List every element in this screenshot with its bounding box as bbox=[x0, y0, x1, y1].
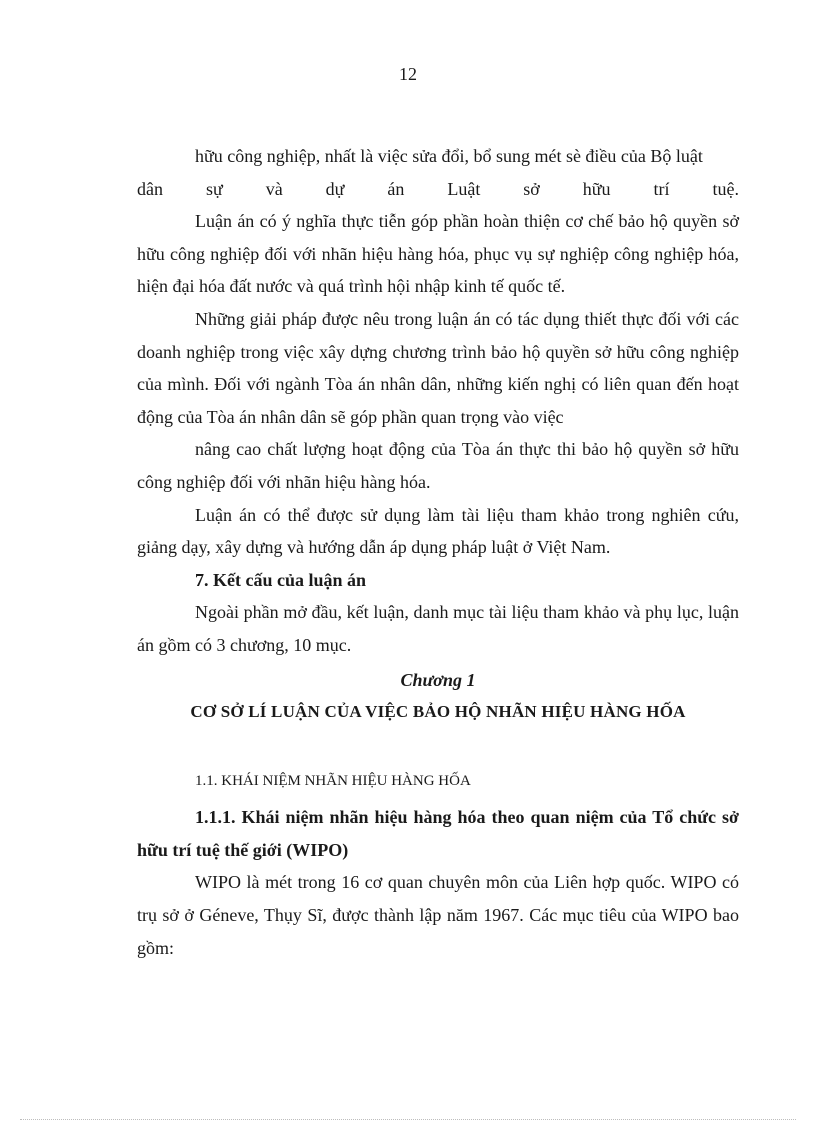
paragraph-solutions: Những giải pháp được nêu trong luận án có tác dụng thiết thực đối với các doanh nghiệp trong việc xây dựng chương trình bảo hộ quyền sở hữu công nghiệp của mình. Đối với ngành Tòa án nhân dân, những kiến nghị có liên quan đến hoạt động của Tòa án nhân dân sẽ góp phần quan trọng vào việc bbox=[137, 308, 739, 427]
paragraph-court-activity: nâng cao chất lượng hoạt động của Tòa án thực thi bảo hộ quyền sở hữu công nghiệp đối với nhãn hiệu hàng hóa. bbox=[137, 439, 739, 492]
chapter-label: Chương 1 bbox=[400, 669, 476, 690]
paragraph-wipo: WIPO là mét trong 16 cơ quan chuyên môn của Liên hợp quốc. WIPO có trụ sở ở Géneve, Thụy Sĩ, được thành lập năm 1967. Các mục tiêu của WIPO bao gồm: bbox=[137, 872, 739, 958]
page-bottom-divider bbox=[20, 1119, 796, 1120]
paragraph-significance: Luận án có ý nghĩa thực tiễn góp phần hoàn thiện cơ chế bảo hộ quyền sở hữu công nghiệp đối với nhãn hiệu hàng hóa, phục vụ sự nghiệp công nghiệp hóa, hiện đại hóa đất nước và quá trình hội nhập kinh tế quốc tế. bbox=[137, 211, 739, 297]
paragraph-line: hữu công nghiệp, nhất là việc sửa đổi, bổ sung mét sè điều của Bộ luật bbox=[195, 146, 703, 166]
chapter-title: CƠ SỞ LÍ LUẬN CỦA VIỆC BẢO HỘ NHÃN HIỆU HÀNG HỐA bbox=[190, 702, 686, 722]
subsection-heading: 1.1.1. Khái niệm nhãn hiệu hàng hóa theo quan niệm của Tổ chức sở hữu trí tuệ thế giới (WIPO) bbox=[137, 807, 739, 860]
page-number: 12 bbox=[399, 64, 417, 84]
section-title: 1.1. KHÁI NIỆM NHÃN HIỆU HÀNG HỐA bbox=[195, 772, 471, 789]
paragraph-reference-use: Luận án có thể được sử dụng làm tài liệu tham khảo trong nghiên cứu, giảng dạy, xây dựng và hướng dẫn áp dụng pháp luật ở Việt Nam. bbox=[137, 504, 739, 558]
paragraph-line: dân sự và dự án Luật sở hữu trí tuệ. bbox=[137, 178, 739, 199]
section-heading-structure: 7. Kết cấu của luận án bbox=[195, 569, 367, 590]
paragraph-structure: Ngoài phần mở đầu, kết luận, danh mục tài liệu tham khảo và phụ lục, luận án gồm có 3 chương, 10 mục. bbox=[137, 602, 739, 655]
document-body bbox=[137, 140, 739, 964]
paragraph-continuation bbox=[137, 140, 739, 205]
